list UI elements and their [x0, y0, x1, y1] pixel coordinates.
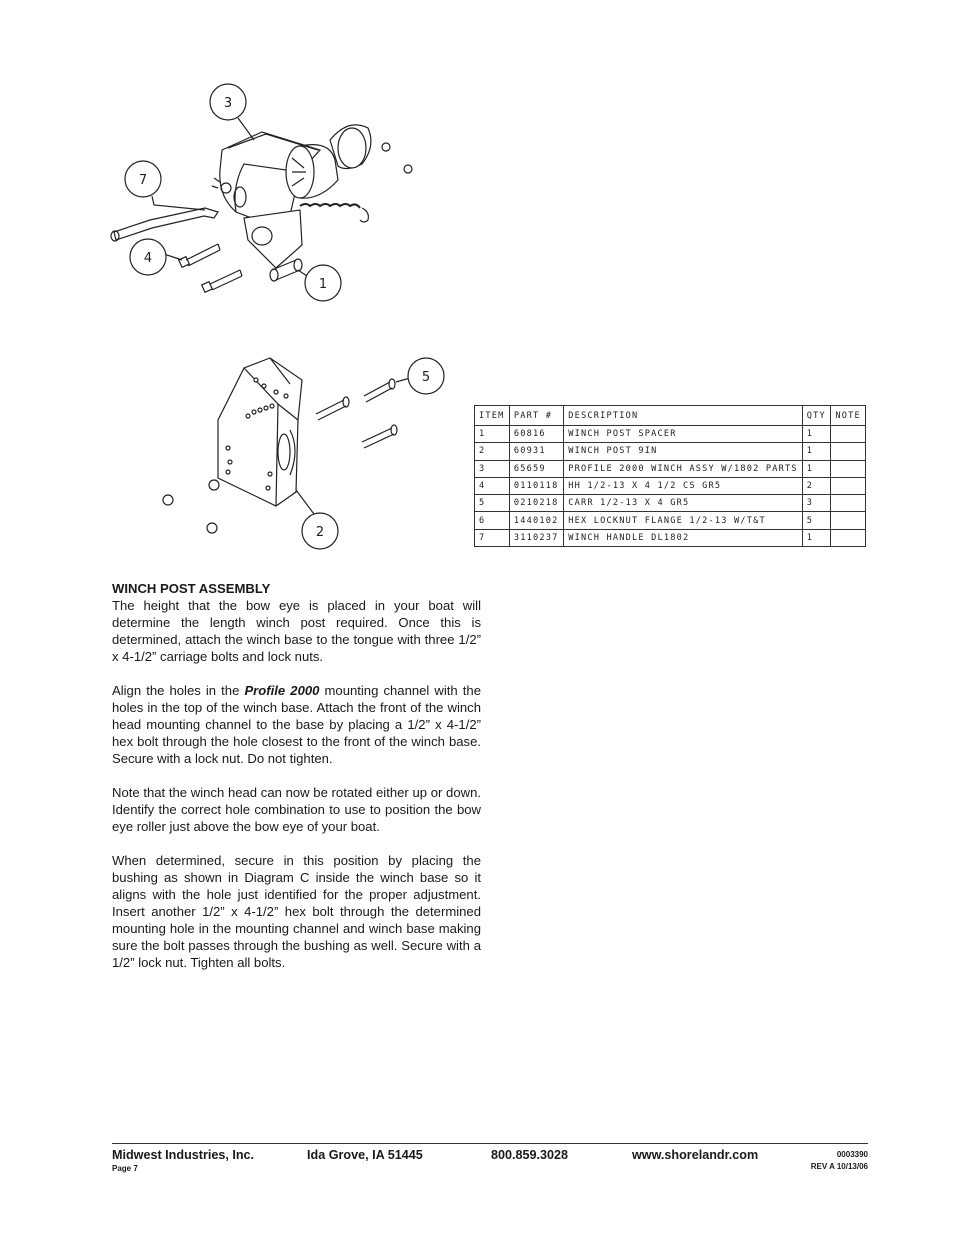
cell-item: 3 [475, 460, 510, 477]
footer-website: www.shorelandr.com [632, 1148, 759, 1162]
cell-item: 1 [475, 426, 510, 443]
cell-note [831, 426, 866, 443]
cell-description: WINCH POST 9IN [564, 443, 802, 460]
table-row [475, 426, 866, 443]
cell-note [831, 477, 866, 494]
cell-description: HEX LOCKNUT FLANGE 1/2-13 W/T&T [564, 512, 802, 529]
carriage-bolt-drawing [316, 379, 397, 448]
header-item: ITEM [475, 406, 510, 426]
cell-qty: 1 [802, 426, 831, 443]
paragraph-4: When determined, secure in this position by placing the bushing as shown in Diagram C inside the winch base so it aligns with the hole just identified for the proper adjustment. Insert another 1/2” x 4-1/2” hex bolt through the determined mounting hole in the mounting channel and winch base making sure the bolt passes through the bushing as well. Secure with a 1/2” lock nut. Tighten all bolts. [112, 853, 481, 970]
cell-note [831, 512, 866, 529]
cell-item: 7 [475, 529, 510, 546]
cell-qty: 5 [802, 512, 831, 529]
table-row [475, 529, 866, 546]
section-heading: WINCH POST ASSEMBLY [112, 581, 271, 596]
revision-label: REV A 10/13/06 [810, 1162, 868, 1171]
cell-part-number: 0210218 [509, 495, 563, 512]
cell-item: 6 [475, 512, 510, 529]
product-name-emphasis: Profile 2000 [244, 683, 320, 698]
cell-qty: 1 [802, 460, 831, 477]
callout-2: 2 [315, 525, 325, 540]
cell-part-number: 65659 [509, 460, 563, 477]
footer-divider [112, 1143, 868, 1144]
table-row [475, 460, 866, 477]
cell-part-number: 60816 [509, 426, 563, 443]
cell-item: 4 [475, 477, 510, 494]
parts-table [474, 405, 866, 547]
page-number: Page 7 [112, 1164, 138, 1173]
cell-qty: 1 [802, 529, 831, 546]
paragraph-2-start: Align the holes in the [112, 683, 245, 698]
footer-phone: 800.859.3028 [491, 1148, 569, 1162]
table-row [475, 477, 866, 494]
paragraph-2 [112, 682, 481, 767]
paragraph-3: Note that the winch head can now be rotated either up or down. Identify the correct hole combination to use to position the bow eye roller just above the bow eye of your boat. [112, 785, 481, 834]
cell-note [831, 529, 866, 546]
table-row [475, 443, 866, 460]
footer-company: Midwest Industries, Inc. [112, 1148, 255, 1162]
callout-7: 7 [138, 173, 148, 188]
hex-bolt-drawing [179, 244, 242, 292]
cell-qty: 2 [802, 477, 831, 494]
doc-number: 0003390 [836, 1150, 868, 1159]
callout-1: 1 [318, 277, 328, 292]
winch-post-drawing [163, 358, 397, 533]
header-part-number: PART # [509, 406, 563, 426]
cell-description: WINCH POST SPACER [564, 426, 802, 443]
cell-description: WINCH HANDLE DL1802 [564, 529, 802, 546]
cell-part-number: 3110237 [509, 529, 563, 546]
cell-item: 5 [475, 495, 510, 512]
paragraph-1: The height that the bow eye is placed in your boat will determine the length winch post required. Once this is determined, attach the winch base to the tongue with three 1/2” x 4-1/2” carriage bolts and lock nuts. [112, 598, 481, 664]
cell-item: 2 [475, 443, 510, 460]
cell-part-number: 1440102 [509, 512, 563, 529]
paragraph-2-end: mounting channel with the holes in the top of the winch base. Attach the front of the winch head mounting channel to the base by placing a 1/2” x 4-1/2” hex bolt through the hole closest to the front of the winch base. Secure with a lock nut. Do not tighten. [112, 683, 481, 766]
cell-description: HH 1/2-13 X 4 1/2 CS GR5 [564, 477, 802, 494]
cell-qty: 3 [802, 495, 831, 512]
footer-city: Ida Grove, IA 51445 [307, 1148, 423, 1162]
table-header-row [475, 406, 866, 426]
cell-qty: 1 [802, 443, 831, 460]
cell-part-number: 0110118 [509, 477, 563, 494]
cell-description: PROFILE 2000 WINCH ASSY W/1802 PARTS [564, 460, 802, 477]
callout-3: 3 [223, 96, 233, 111]
header-qty: QTY [802, 406, 831, 426]
instructions-section [112, 580, 481, 988]
cell-part-number: 60931 [509, 443, 563, 460]
cell-note [831, 495, 866, 512]
table-row [475, 512, 866, 529]
callout-5: 5 [421, 370, 431, 385]
cell-description: CARR 1/2-13 X 4 GR5 [564, 495, 802, 512]
table-row [475, 495, 866, 512]
winch-handle-drawing [111, 208, 218, 241]
header-description: DESCRIPTION [564, 406, 802, 426]
callout-4: 4 [143, 251, 153, 266]
cell-note [831, 460, 866, 477]
cell-note [831, 443, 866, 460]
header-note: NOTE [831, 406, 866, 426]
